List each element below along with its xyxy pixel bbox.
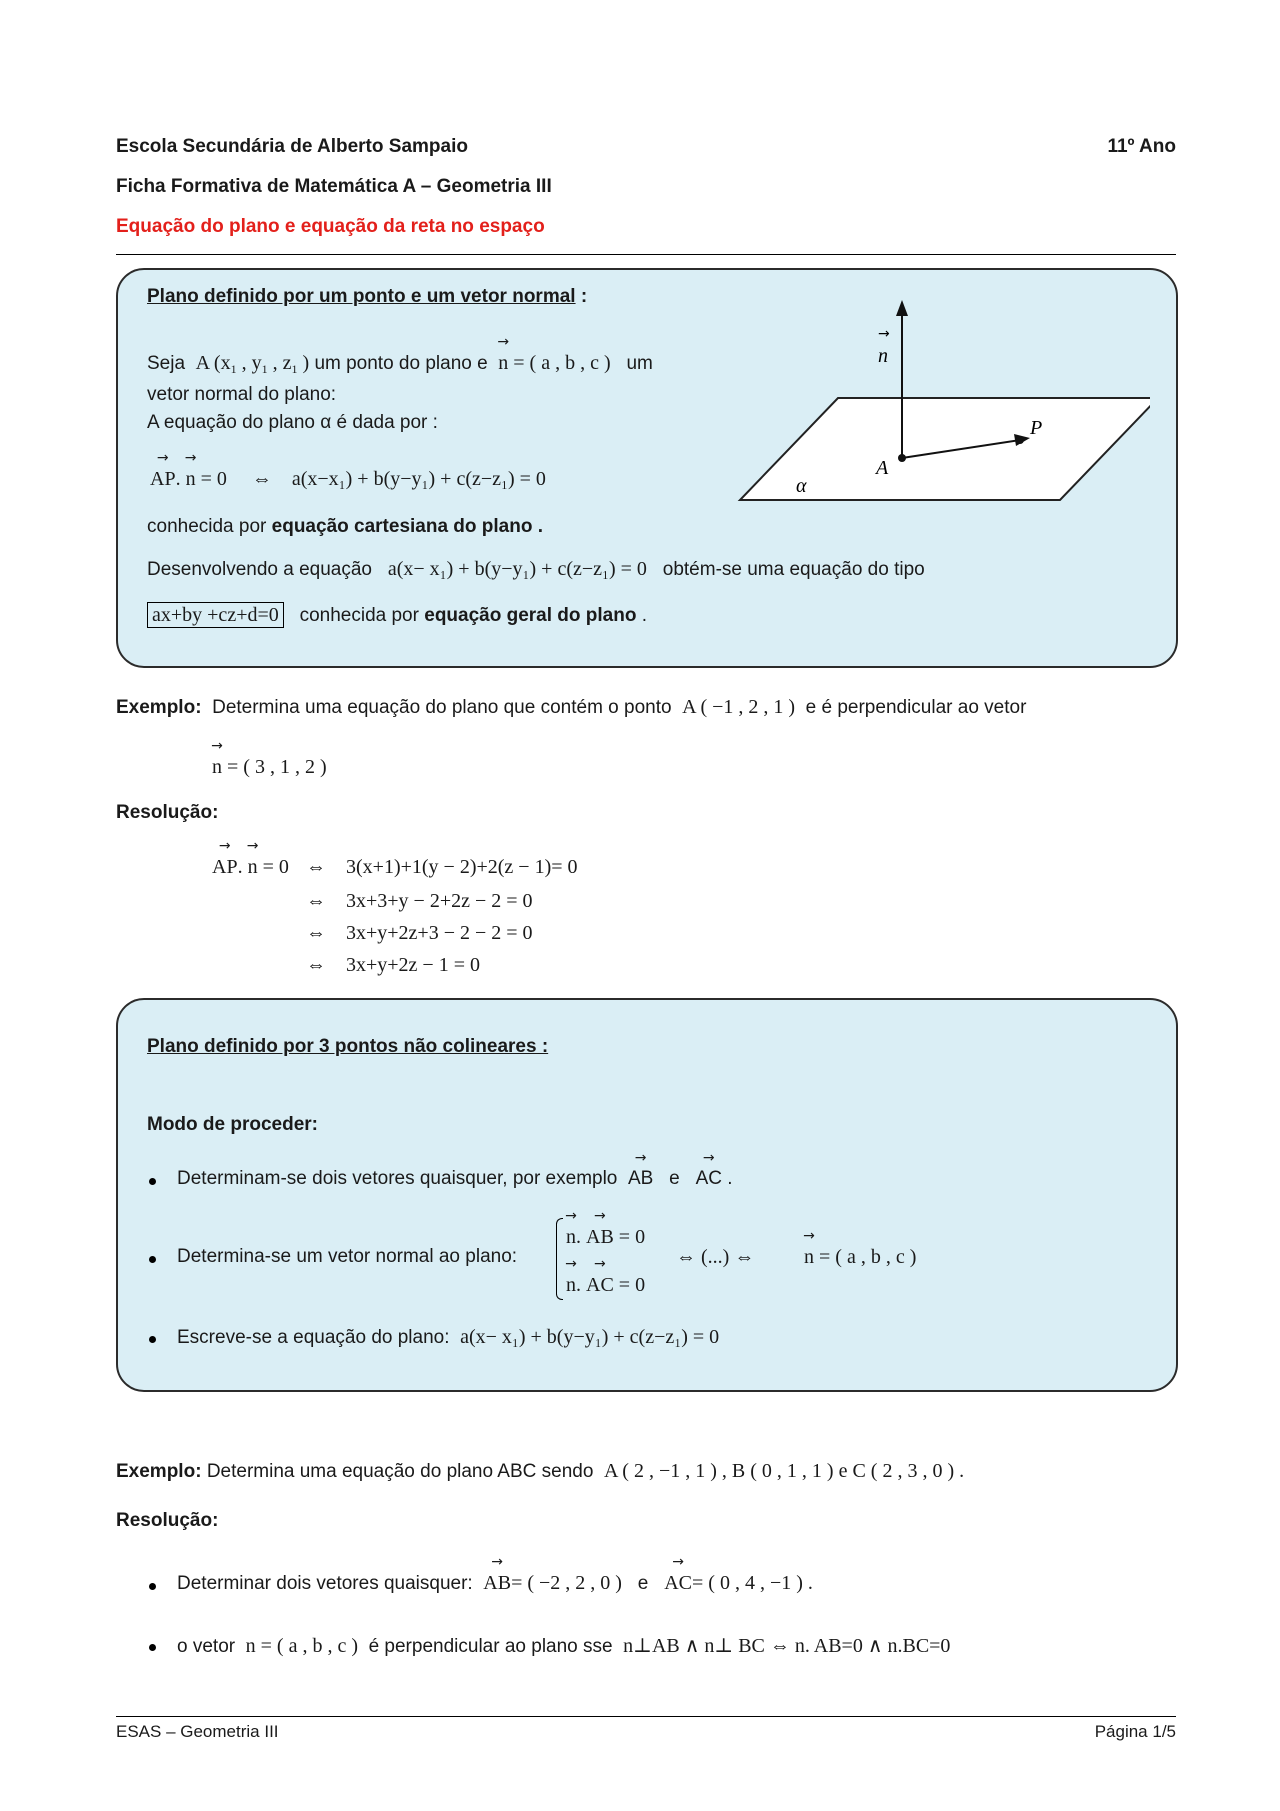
- resolution2-label: Resolução:: [116, 1510, 219, 1531]
- resolution1-label: Resolução:: [116, 802, 219, 823]
- svg-text:→: →: [878, 326, 890, 342]
- general-equation-line: [147, 604, 647, 627]
- box2-bullet2-result: → n = ( a , b , c ): [804, 1246, 916, 1269]
- resolution2-bullet2-n: n = ( a , b , c ): [245, 1635, 359, 1657]
- resolution2-bullet2-condition: n⊥AB ∧ n⊥ BC ⇔ n. AB=0 ∧ n.BC=0: [623, 1635, 951, 1657]
- known-as-2-tail: .: [636, 605, 648, 626]
- box2-bullet2-text: Determina-se um vetor normal ao plano:: [177, 1246, 518, 1267]
- box2-bullet2-result-value: = ( a , b , c ): [819, 1246, 917, 1268]
- plane-normal-figure: [730, 296, 1150, 508]
- resolution2-bullet-1: [149, 1583, 156, 1590]
- example1-vector-value: = ( 3 , 1 , 2 ): [227, 756, 327, 778]
- example1-text: Determina uma equação do plano que contém o ponto: [212, 697, 672, 718]
- known-as-1-bold: equação cartesiana do plano .: [271, 516, 544, 537]
- box1-line-seja: [147, 352, 653, 377]
- cartesian-equation-right: a(x−x₁) + b(y−y₁) + c(z−z₁) = 0: [291, 468, 546, 490]
- resolution2-bullet1-line: [177, 1572, 813, 1595]
- example2-label: Exemplo:: [116, 1461, 202, 1482]
- resolution2-AB-value: = ( −2 , 2 , 0 ): [511, 1572, 622, 1594]
- cartesian-equation: → AP. → n = 0 ⇔ a(x−x₁) + b(y−y₁) + c(z−z₁) = 0: [150, 468, 546, 491]
- box2-bullet1-text: Determinam-se dois vetores quaisquer, por exemplo: [177, 1168, 618, 1189]
- known-as-1-text: conhecida por: [147, 516, 267, 537]
- box2-method-label: Modo de proceder:: [147, 1114, 319, 1135]
- general-equation: ax+by +cz+d=0: [147, 602, 284, 628]
- um-ponto-text: um ponto do plano e: [314, 353, 488, 374]
- example1-line: [116, 696, 1026, 719]
- box2-bullet1-tail: .: [727, 1168, 733, 1189]
- um-text: um: [626, 353, 653, 374]
- iff-symbol: ⇔: [251, 468, 272, 490]
- normal-vector: → n = ( a , b , c ): [498, 352, 610, 374]
- footer-right: Página 1/5: [1094, 1722, 1176, 1741]
- figure-label-n: n: [878, 345, 888, 367]
- box2-bullet3-equation: a(x− x₁) + b(y−y₁) + c(z−z₁) = 0: [460, 1326, 720, 1348]
- figure-label-alpha: α: [796, 475, 807, 497]
- vetor-normal-text: vetor normal do plano:: [147, 384, 337, 405]
- example2-text: Determina uma equação do plano ABC sendo: [206, 1461, 594, 1482]
- develop-tail: obtém-se uma equação do tipo: [662, 559, 925, 580]
- develop-line: [147, 558, 925, 581]
- point-A-dot: [898, 454, 906, 462]
- box2-bullet1-AB: → AB: [628, 1168, 653, 1190]
- resolution2-bullet-2: [149, 1644, 156, 1651]
- worksheet-subtitle: Ficha Formativa de Matemática A – Geometria III: [116, 176, 552, 197]
- box2-bullet3-text: Escreve-se a equação do plano:: [177, 1327, 450, 1348]
- box2-bullet-2: [149, 1256, 156, 1263]
- example2-points: A ( 2 , −1 , 1 ) , B ( 0 , 1 , 1 ) e C ( 2 , 3 , 0 ) .: [603, 1460, 965, 1482]
- worksheet-topic: Equação do plano e equação da reta no espaço: [116, 216, 545, 237]
- figure-label-P: P: [1030, 417, 1043, 439]
- known-as-cartesian: [147, 516, 543, 538]
- example1-point: A ( −1 , 2 , 1 ): [682, 696, 796, 718]
- box2-title: Plano definido por 3 pontos não colineares :: [147, 1036, 549, 1057]
- resolution1-line-2: 3x+3+y − 2+2z − 2 = 0: [346, 890, 533, 912]
- box2-bullet1-AC: → AC: [696, 1168, 722, 1190]
- box2-bullet-3: [149, 1336, 156, 1343]
- resolution2-e: e: [637, 1573, 649, 1594]
- point-A: A ($x_1$ , $y_1$ , $z_1$ ): [195, 352, 310, 376]
- known-as-2-bold: equação geral do plano: [424, 605, 637, 626]
- resolution1-line-3: 3x+y+2z+3 − 2 − 2 = 0: [346, 922, 533, 944]
- resolution1-iff-3: ⇔: [306, 922, 326, 944]
- develop-text: Desenvolvendo a equação: [147, 559, 373, 580]
- resolution2-AB: → AB: [483, 1572, 511, 1595]
- seja-text: Seja: [147, 353, 186, 374]
- box1-title: [147, 286, 587, 308]
- footer-divider: [116, 1716, 1176, 1717]
- equation-intro: A equação do plano α é dada por :: [147, 412, 438, 433]
- system-line-1: → n. → AB = 0: [566, 1226, 645, 1249]
- resolution1-iff-4: ⇔: [306, 954, 326, 976]
- school-year: 11º Ano: [1107, 136, 1176, 157]
- resolution2-AC: → AC: [664, 1572, 692, 1595]
- point-P-dot: [1016, 436, 1024, 444]
- resolution2-bullet2-mid: é perpendicular ao plano sse: [368, 1636, 613, 1657]
- footer-left: ESAS – Geometria III: [116, 1722, 279, 1741]
- known-as-2-text: conhecida por: [299, 605, 419, 626]
- box1-title-colon: :: [575, 286, 588, 307]
- school-name: Escola Secundária de Alberto Sampaio: [116, 136, 468, 157]
- resolution2-AC-value: = ( 0 , 4 , −1 ) .: [692, 1572, 813, 1594]
- box2-bullet2-mid: ⇔ (...) ⇔: [676, 1246, 755, 1268]
- system-line-2: → n. → AC = 0: [566, 1274, 645, 1297]
- resolution1-line-4: 3x+y+2z − 1 = 0: [346, 954, 480, 976]
- system-brace: [556, 1218, 563, 1300]
- example1-vector: → n = ( 3 , 1 , 2 ): [212, 756, 327, 779]
- box1-title-text: Plano definido por um ponto e um vetor normal: [147, 286, 576, 307]
- example1-label: Exemplo:: [116, 697, 202, 718]
- box2-bullet3-line: [177, 1326, 719, 1349]
- resolution1-iff-1: ⇔: [306, 856, 326, 878]
- example2-line: [116, 1460, 964, 1483]
- box2-bullet-1: [149, 1178, 156, 1185]
- normal-vector-value: = ( a , b , c ): [513, 352, 611, 374]
- resolution1-first-left: → AP. → n = 0: [212, 856, 289, 879]
- box2-bullet1-line: [177, 1168, 733, 1190]
- example1-tail: e é perpendicular ao vetor: [805, 697, 1027, 718]
- figure-label-A: A: [876, 457, 889, 479]
- resolution2-bullet2-text: o vetor: [177, 1636, 236, 1657]
- header-divider: [116, 254, 1176, 255]
- develop-equation: a(x− x₁) + b(y−y₁) + c(z−z₁) = 0: [387, 558, 647, 580]
- box2-bullet1-e: e: [669, 1168, 680, 1189]
- resolution2-bullet1-text: Determinar dois vetores quaisquer:: [177, 1573, 473, 1594]
- resolution2-bullet2-line: [177, 1633, 950, 1658]
- normal-arrowhead: [896, 300, 908, 316]
- resolution1-line-1: 3(x+1)+1(y − 2)+2(z − 1)= 0: [346, 856, 578, 878]
- resolution1-iff-2: ⇔: [306, 890, 326, 912]
